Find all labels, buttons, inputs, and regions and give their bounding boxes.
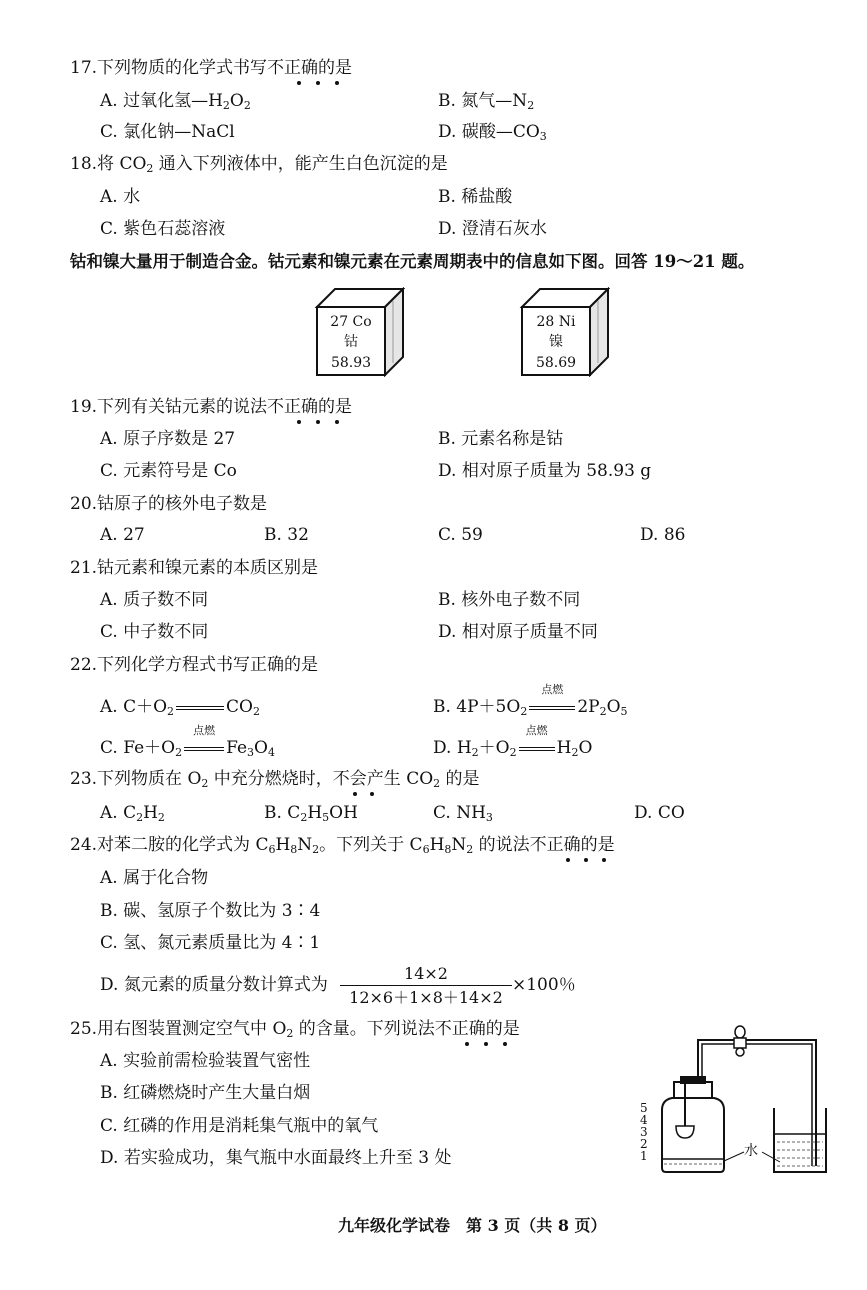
fraction-denominator: 12×6＋1×8＋14×2 — [349, 988, 503, 1007]
q25-option-a[interactable]: A. 实验前需检验装置气密性 — [100, 1051, 311, 1071]
element-mass: 58.69 — [535, 355, 577, 371]
section-intro: 钴和镍大量用于制造合金。钴元素和镍元素在元素周期表中的信息如下图。回答 19～21 题。 — [70, 252, 755, 271]
q23-option-d[interactable]: D. CO — [634, 803, 685, 823]
q20-option-a[interactable]: A. 27 — [100, 525, 145, 545]
element-number-symbol: 27 Co — [330, 314, 372, 330]
q21-option-c[interactable]: C. 中子数不同 — [100, 622, 209, 642]
q24-stem: 24.对苯二胺的化学式为 $C_6H_8N_2$。下列关于 $C_6H_8N_2$ 的说法不正确的是 — [70, 835, 615, 856]
scale-mark: 2 — [640, 1137, 648, 1151]
q21-stem: 21.钴元素和镍元素的本质区别是 — [70, 558, 319, 578]
scale-mark: 4 — [640, 1113, 648, 1127]
element-name: 钴 — [344, 334, 358, 350]
q22-option-d[interactable]: D. $H_2+O_2$ 点燃 $H_2O$ — [433, 724, 593, 759]
q20-option-d[interactable]: D. 86 — [640, 525, 686, 545]
q25-option-b[interactable]: B. 红磷燃烧时产生大量白烟 — [100, 1083, 311, 1103]
q18-option-a[interactable]: A. 水 — [100, 187, 141, 207]
q18-option-b[interactable]: B. 稀盐酸 — [438, 187, 513, 207]
element-number-symbol: 28 Ni — [536, 314, 576, 330]
q19-option-d[interactable]: D. 相对原子质量为 58.93 g — [438, 461, 652, 481]
q18-option-c[interactable]: C. 紫色石蕊溶液 — [100, 219, 226, 239]
q22-option-a[interactable]: A. $C+O_2$ $CO_2$ — [100, 697, 260, 718]
q17-option-d[interactable]: D. 碳酸$—CO_3$ — [438, 122, 547, 143]
q17-option-c[interactable]: C. 氯化钠—NaCl — [100, 122, 235, 142]
water-label: 水 — [744, 1143, 758, 1159]
q23-stem: 23.下列物质在 $O_2$ 中充分燃烧时，不会产生 $CO_2$ 的是 — [70, 769, 480, 790]
scale-mark: 5 — [640, 1101, 648, 1115]
q24-option-b[interactable]: B. 碳、氢原子个数比为 3∶4 — [100, 901, 321, 921]
q20-option-c[interactable]: C. 59 — [438, 525, 483, 545]
q20-option-b[interactable]: B. 32 — [264, 525, 309, 545]
q19-option-b[interactable]: B. 元素名称是钴 — [438, 429, 564, 449]
q25-stem: 25.用右图装置测定空气中 $O_2$ 的含量。下列说法不正确的是 — [70, 1019, 520, 1040]
q25-option-d[interactable]: D. 若实验成功，集气瓶中水面最终上升至 3 处 — [100, 1148, 452, 1168]
q21-option-a[interactable]: A. 质子数不同 — [100, 590, 209, 610]
q19-option-c[interactable]: C. 元素符号是 Co — [100, 461, 237, 481]
q21-option-d[interactable]: D. 相对原子质量不同 — [438, 622, 598, 642]
q19-option-a[interactable]: A. 原子序数是 27 — [100, 429, 236, 449]
scale-mark: 1 — [640, 1149, 648, 1163]
q23-option-a[interactable]: A. $C_2H_2$ — [100, 803, 165, 824]
q23-option-b[interactable]: B. $C_2H_5OH$ — [264, 803, 358, 824]
element-cube-cobalt — [313, 287, 405, 377]
fraction-bar — [340, 985, 512, 986]
q21-option-b[interactable]: B. 核外电子数不同 — [438, 590, 581, 610]
q17-stem: 17.下列物质的化学式书写不正确的是 — [70, 58, 353, 78]
q24-option-c[interactable]: C. 氢、氮元素质量比为 4∶1 — [100, 933, 321, 953]
element-name: 镍 — [549, 334, 563, 350]
q17-option-b[interactable]: B. 氮气$—N_2$ — [438, 91, 535, 112]
element-cube-nickel — [518, 287, 610, 377]
reaction-condition: 点燃 — [541, 683, 564, 696]
q24-option-a[interactable]: A. 属于化合物 — [100, 868, 209, 888]
page-footer: 九年级化学试卷 第 3 页（共 8 页） — [338, 1216, 607, 1235]
reaction-condition: 点燃 — [525, 724, 548, 737]
q20-stem: 20.钴原子的核外电子数是 — [70, 494, 268, 514]
reaction-condition: 点燃 — [193, 724, 216, 737]
q19-stem: 19.下列有关钴元素的说法不正确的是 — [70, 397, 353, 417]
q23-option-c[interactable]: C. $NH_3$ — [433, 803, 493, 824]
q17-option-a[interactable]: A. 过氧化氢$—H_2O_2$ — [100, 91, 251, 112]
fraction-numerator: 14×2 — [404, 964, 448, 983]
scale-mark: 3 — [640, 1125, 648, 1139]
q22-option-c[interactable]: C. $Fe+O_2$ 点燃 $Fe_3O_4$ — [100, 724, 275, 759]
fraction-suffix: ×100％ — [512, 975, 576, 995]
q22-option-b[interactable]: B. $4P+5O_2$ 点燃 $2P_2O_5$ — [433, 683, 628, 718]
element-mass: 58.93 — [330, 355, 372, 371]
q18-option-d[interactable]: D. 澄清石灰水 — [438, 219, 547, 239]
q22-stem: 22.下列化学方程式书写正确的是 — [70, 655, 319, 675]
q25-option-c[interactable]: C. 红磷的作用是消耗集气瓶中的氧气 — [100, 1116, 379, 1136]
apparatus-diagram — [640, 1018, 830, 1178]
q18-stem: 18.将 $CO_2$ 通入下列液体中，能产生白色沉淀的是 — [70, 154, 448, 175]
equals-sign — [176, 706, 224, 710]
q24-option-d[interactable]: D. 氮元素的质量分数计算式为 — [100, 975, 328, 995]
